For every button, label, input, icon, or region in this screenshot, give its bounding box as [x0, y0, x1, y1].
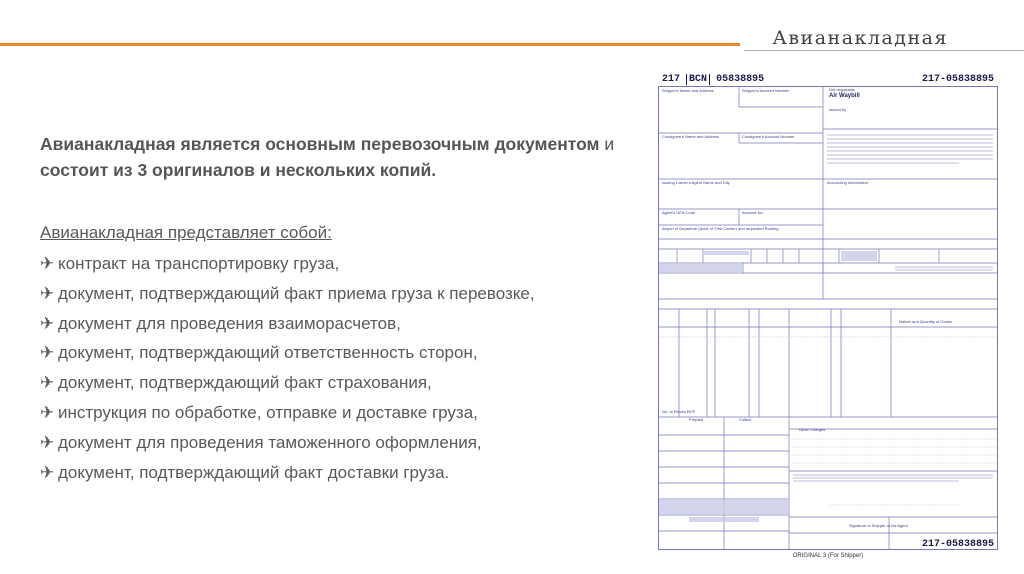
waybill-copy-label: ORIGINAL 3 (For Shipper) — [792, 553, 864, 559]
svg-text:Airport of Departure (Addr. of: Airport of Departure (Addr. of First Carrier) and requested Routing — [662, 226, 779, 231]
svg-text:Not negotiable: Not negotiable — [829, 87, 855, 92]
list-heading: Авианакладная представляет собой: — [40, 223, 332, 242]
airplane-icon: ✈ — [40, 313, 55, 333]
svg-text:No. of Pieces RCP: No. of Pieces RCP — [662, 409, 696, 414]
waybill-form-grid — [658, 86, 998, 550]
svg-text:Collect: Collect — [739, 417, 752, 422]
airplane-icon: ✈ — [40, 283, 55, 303]
list-item: ✈ документ, подтверждающий факт страхования, — [40, 368, 650, 398]
svg-text:Accounting Information: Accounting Information — [827, 180, 868, 185]
slide-body — [40, 131, 650, 487]
airplane-icon: ✈ — [40, 432, 55, 452]
airplane-icon: ✈ — [40, 462, 55, 482]
svg-text:Shipper's Account Number: Shipper's Account Number — [742, 88, 790, 93]
list-item: ✈ инструкция по обработке, отправке и доставке груза, — [40, 398, 650, 428]
slide-title: Авианакладная — [772, 27, 948, 49]
list-item: ✈ документ для проведения взаиморасчетов, — [40, 309, 650, 339]
intro-conjunction: и — [599, 134, 615, 154]
waybill-number-left: 217 BCN 05838895 — [662, 74, 765, 85]
svg-text:Shipper's Name and Address: Shipper's Name and Address — [662, 88, 714, 93]
waybill-doc-name: Air Waybill — [829, 93, 860, 99]
svg-text:Agent's IATA Code: Agent's IATA Code — [662, 210, 696, 215]
airplane-icon: ✈ — [40, 373, 55, 393]
intro-part-1: Авианакладная является основным перевозочным документом — [40, 134, 600, 154]
svg-text:Consignee's Account Number: Consignee's Account Number — [742, 134, 795, 139]
svg-text:Consignee's Name and Address: Consignee's Name and Address — [662, 134, 720, 139]
waybill-footer-number: 217-05838895 — [921, 539, 994, 550]
header-divider — [744, 50, 1024, 51]
intro-part-2: состоит из 3 оригиналов и нескольких копий. — [40, 160, 437, 180]
svg-text:Account No.: Account No. — [742, 210, 764, 215]
intro-paragraph — [40, 131, 650, 183]
svg-text:Signature of Shipper or his Ag: Signature of Shipper or his Agent — [849, 523, 908, 528]
waybill-number-right: 217-05838895 — [921, 74, 994, 85]
purpose-list — [40, 249, 650, 487]
list-item: ✈ документ, подтверждающий факт приема груза к перевозке, — [40, 279, 650, 309]
waybill-footer — [658, 538, 998, 566]
waybill-issued-by: Issued by — [829, 107, 847, 112]
svg-text:Other Charges: Other Charges — [799, 427, 826, 432]
airplane-icon: ✈ — [40, 402, 55, 422]
list-item: ✈ контракт на транспортировку груза, — [40, 249, 650, 279]
svg-text:Issuing Carrier's Agent Name a: Issuing Carrier's Agent Name and City — [662, 180, 730, 185]
airplane-icon: ✈ — [40, 343, 55, 363]
list-item: ✈ документ, подтверждающий факт доставки груза. — [40, 458, 650, 488]
header-accent-line — [0, 43, 740, 46]
svg-text:Nature and Quantity of Goods: Nature and Quantity of Goods — [899, 319, 953, 324]
list-item: ✈ документ, подтверждающий ответственность сторон, — [40, 338, 650, 368]
svg-text:Prepaid: Prepaid — [689, 417, 703, 422]
list-item: ✈ документ для проведения таможенного оформления, — [40, 428, 650, 458]
airplane-icon: ✈ — [40, 254, 55, 273]
air-waybill-image — [654, 72, 998, 566]
waybill-header — [658, 72, 998, 86]
